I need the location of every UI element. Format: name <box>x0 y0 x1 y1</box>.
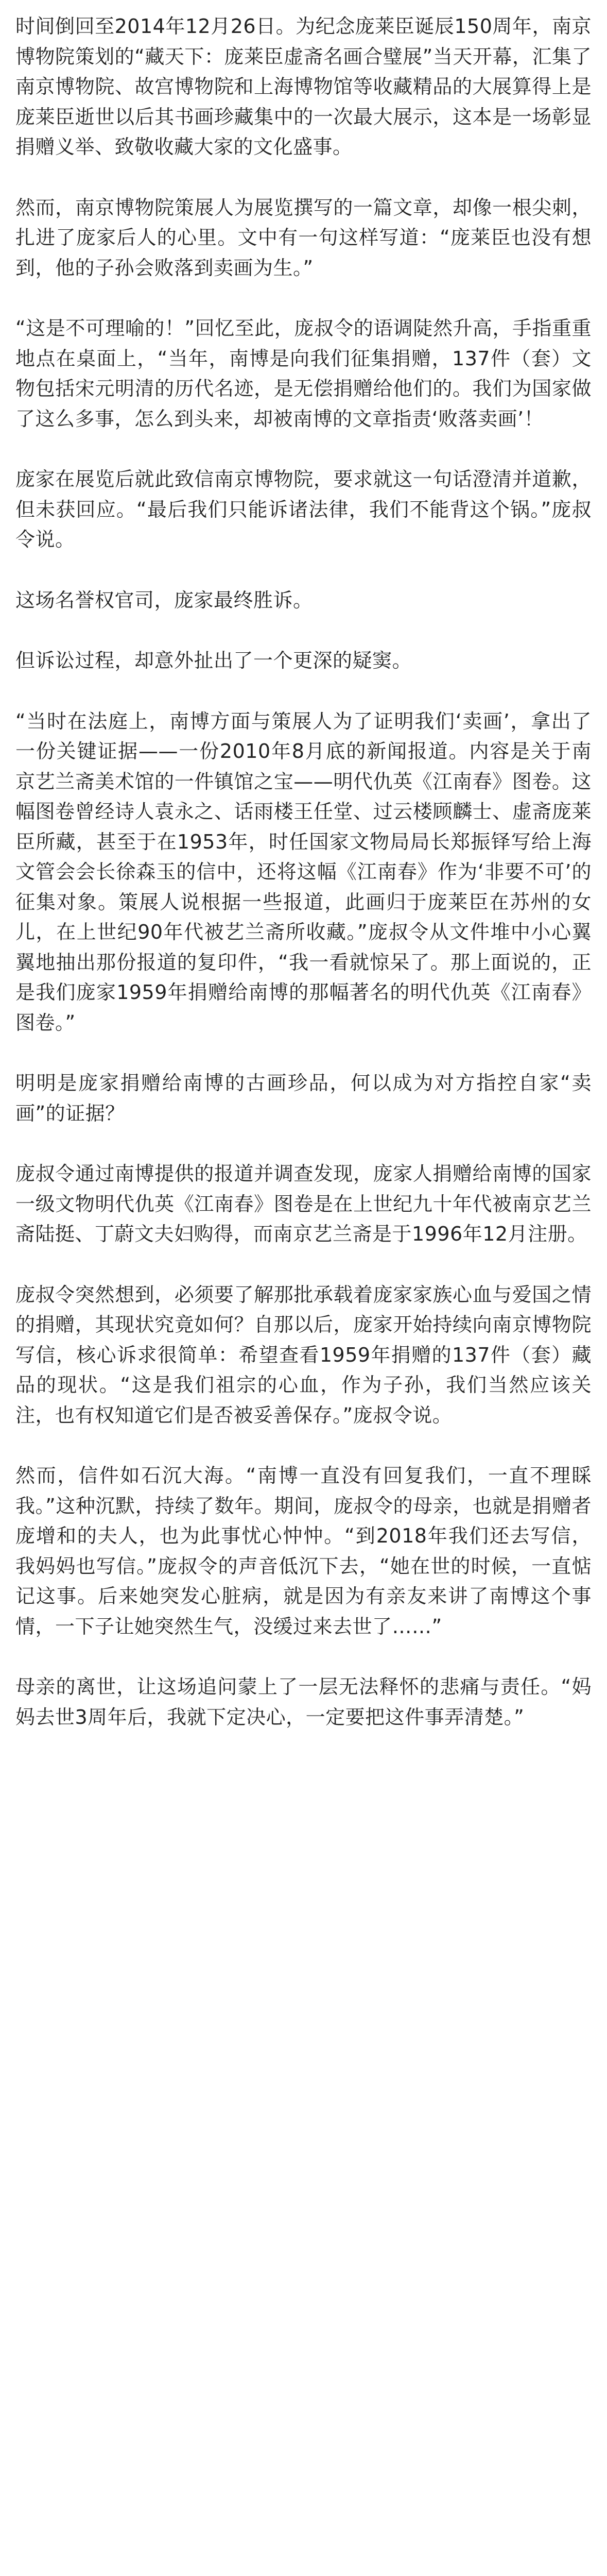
paragraph-1: 时间倒回至2014年12月26日。为纪念庞莱臣诞辰150周年，南京博物院策划的“藏天下：庞莱臣虚斋名画合璧展”当天开幕，汇集了南京博物院、故宫博物院和上海博物馆等收藏精品的大展算得上是庞莱臣逝世以后其书画珍藏集中的一次最大展示，这本是一场彰显捐赠义举、致敬收藏大家的文化盛事。 <box>15 15 592 158</box>
paragraph-6: 但诉讼过程，却意外扯出了一个更深的疑窦。 <box>15 649 412 672</box>
paragraph-11: 然而，信件如石沉大海。“南博一直没有回复我们，一直不理睬我。”这种沉默，持续了数年。期间，庞叔令的母亲，也就是捐赠者庞增和的夫人，也为此事忧心忡忡。“到2018年我们还去写信，我妈妈也写信。”庞叔令的声音低沉下去，“她在世的时候，一直惦记这事。后来她突发心脏病，就是因为有亲友来讲了南博这个事情，一下子让她突然生气，没缓过来去世了……” <box>15 1464 592 1638</box>
paragraph-4: 庞家在展览后就此致信南京博物院，要求就这一句话澄清并道歉，但未获回应。“最后我们只能诉诸法律，我们不能背这个锅。”庞叔令说。 <box>15 468 592 551</box>
article-body <box>15 11 592 1732</box>
paragraph-2: 然而，南京博物院策展人为展览撰写的一篇文章，却像一根尖刺，扎进了庞家后人的心里。文中有一句这样写道：“庞莱臣也没有想到，他的子孙会败落到卖画为生。” <box>15 196 592 279</box>
paragraph-8: 明明是庞家捐赠给南博的古画珍品，何以成为对方指控自家“卖画”的证据？ <box>15 1072 592 1125</box>
paragraph-5: 这场名誉权官司，庞家最终胜诉。 <box>15 588 313 612</box>
paragraph-3: “这是不可理喻的！”回忆至此，庞叔令的语调陡然升高，手指重重地点在桌面上，“当年，南博是向我们征集捐赠，137件（套）文物包括宋元明清的历代名迹，是无偿捐赠给他们的。我们为国家做了这么多事，怎么到头来，却被南博的文章指责‘败落卖画’！ <box>15 317 592 430</box>
paragraph-12: 母亲的离世，让这场追问蒙上了一层无法释怀的悲痛与责任。“妈妈去世3周年后，我就下定决心，一定要把这件事弄清楚。” <box>15 1675 592 1728</box>
paragraph-7: “当时在法庭上，南博方面与策展人为了证明我们‘卖画’，拿出了一份关键证据——一份2010年8月底的新闻报道。内容是关于南京艺兰斋美术馆的一件镇馆之宝——明代仇英《江南春》图卷。这幅图卷曾经诗人袁永之、话雨楼王任堂、过云楼顾麟士、虚斋庞莱臣所藏，甚至于在1953年，时任国家文物局局长郑振铎写给上海文管会会长徐森玉的信中，还将这幅《江南春》作为‘非要不可’的征集对象。策展人说根据一些报道，此画归于庞莱臣在苏州的女儿，在上世纪90年代被艺兰斋所收藏。”庞叔令从文件堆中小心翼翼地抽出那份报道的复印件，“我一看就惊呆了。那上面说的，正是我们庞家1959年捐赠给南博的那幅著名的明代仇英《江南春》图卷。” <box>15 709 592 1034</box>
paragraph-9: 庞叔令通过南博提供的报道并调查发现，庞家人捐赠给南博的国家一级文物明代仇英《江南春》图卷是在上世纪九十年代被南京艺兰斋陆挺、丁蔚文夫妇购得，而南京艺兰斋是于1996年12月注册。 <box>15 1162 592 1245</box>
paragraph-10: 庞叔令突然想到，必须要了解那批承载着庞家家族心血与爱国之情的捐赠，其现状究竟如何？自那以后，庞家开始持续向南京博物院写信，核心诉求很简单：希望查看1959年捐赠的137件（套）藏品的现状。“这是我们祖宗的心血，作为子孙，我们当然应该关注，也有权知道它们是否被妥善保存。”庞叔令说。 <box>15 1283 592 1427</box>
